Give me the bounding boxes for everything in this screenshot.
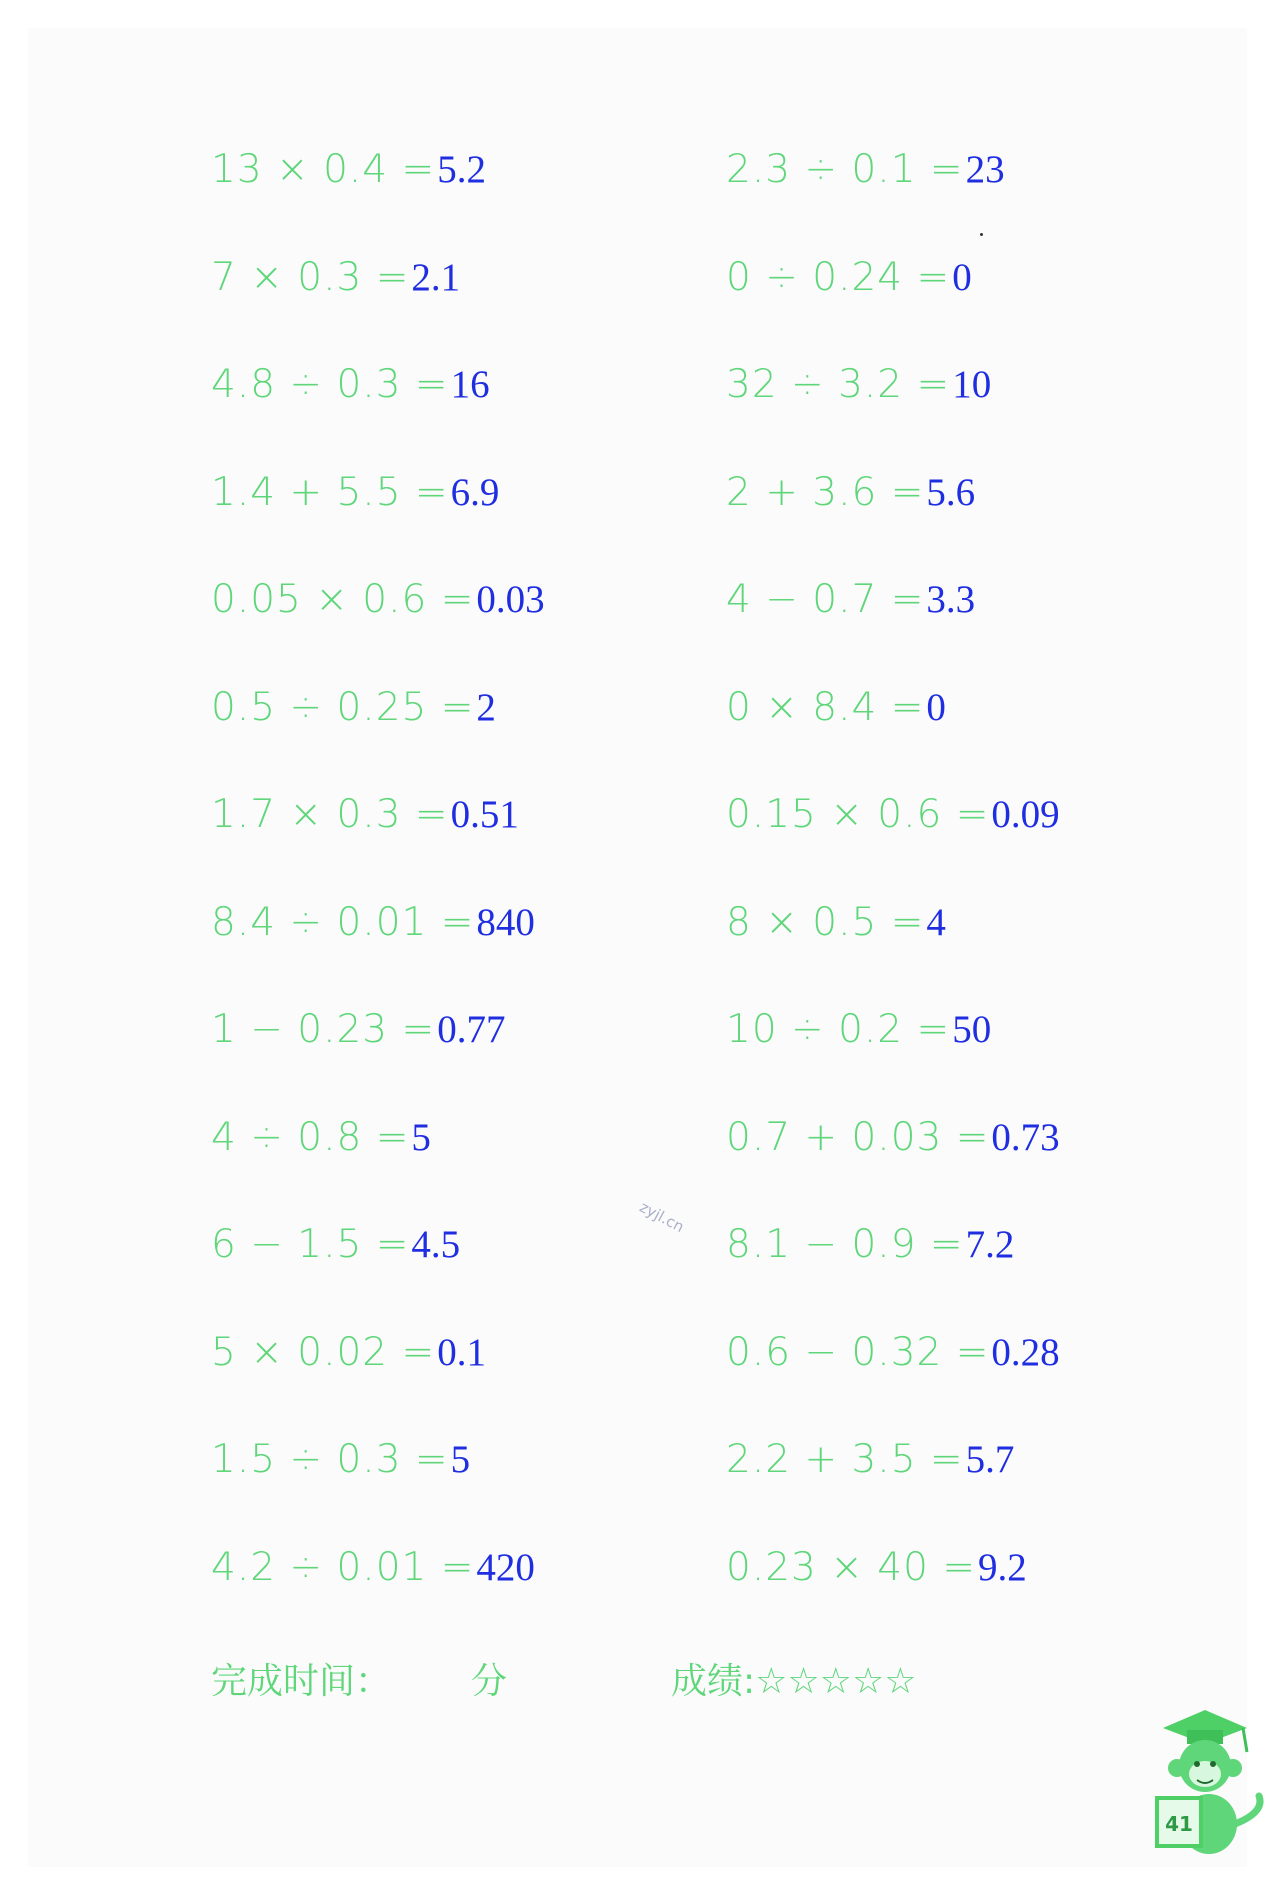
problem-row: [726, 192, 1060, 300]
handwritten-answer: 0.51: [450, 793, 519, 836]
handwritten-answer: 10: [952, 363, 992, 406]
problem-expression: 1.7 × 0.3 =: [211, 792, 449, 837]
problem-expression: 8 × 0.5 =: [726, 899, 925, 945]
handwritten-answer: 7.2: [965, 1223, 1015, 1266]
problem-expression: 10 ÷ 0.2 =: [726, 1007, 951, 1052]
handwritten-answer: 840: [476, 900, 535, 944]
problem-row: [726, 147, 1060, 192]
problem-expression: 13 × 0.4 =: [211, 147, 436, 192]
handwritten-answer: 0: [926, 685, 946, 729]
problem-row: [211, 1482, 545, 1590]
problem-row: [211, 407, 545, 515]
problem-expression: 6 − 1.5 =: [211, 1222, 410, 1267]
problem-row: [211, 1160, 545, 1268]
problem-row: [211, 515, 545, 623]
problem-row: [211, 730, 545, 838]
problem-row: [211, 622, 545, 730]
problem-expression: 0 ÷ 0.24 =: [726, 254, 951, 300]
monkey-eye-right: [1210, 1761, 1216, 1767]
problem-row: [726, 1052, 1060, 1160]
problem-row: [211, 1052, 545, 1160]
problem-expression: 7 × 0.3 =: [211, 254, 410, 300]
handwritten-answer: 50: [952, 1008, 992, 1051]
problem-expression: 8.1 − 0.9 =: [726, 1222, 964, 1267]
right-problem-column: [726, 147, 1060, 1590]
problem-expression: 4.2 ÷ 0.01 =: [211, 1544, 475, 1590]
problem-row: [211, 945, 545, 1053]
monkey-tail: [1235, 1796, 1260, 1824]
problem-row: [726, 1267, 1060, 1375]
problem-expression: 2.3 ÷ 0.1 =: [726, 147, 964, 192]
page-number: 41: [1165, 1812, 1193, 1836]
problem-expression: 0 × 8.4 =: [726, 684, 925, 730]
handwritten-answer: 0.73: [991, 1115, 1060, 1159]
handwritten-answer: 5.2: [437, 148, 486, 191]
problem-row: [211, 300, 545, 408]
problem-row: [726, 730, 1060, 838]
problem-row: [211, 1375, 545, 1483]
worksheet-page: [28, 28, 1247, 1867]
problem-expression: 1 − 0.23 =: [211, 1007, 436, 1052]
score-label: 成绩:☆☆☆☆☆: [671, 1661, 917, 1702]
handwritten-answer: 0.1: [437, 1330, 486, 1374]
handwritten-answer: 0.03: [476, 578, 545, 621]
handwritten-answer: 6.9: [450, 470, 500, 514]
handwritten-answer: 23: [965, 148, 1005, 191]
monkey-ear-left: [1168, 1759, 1186, 1777]
handwritten-answer: 5.7: [965, 1438, 1015, 1481]
problem-row: [726, 1482, 1060, 1590]
problem-expression: 1.5 ÷ 0.3 =: [211, 1437, 449, 1482]
problem-row: [726, 407, 1060, 515]
problem-row: [211, 837, 545, 945]
problem-row: [726, 1375, 1060, 1483]
minute-label: 分: [471, 1661, 508, 1702]
handwritten-answer: 0: [952, 255, 972, 299]
problem-expression: 0.5 ÷ 0.25 =: [211, 684, 475, 730]
handwritten-answer: 420: [476, 1545, 535, 1589]
left-problem-column: [211, 147, 545, 1590]
problem-row: [726, 300, 1060, 408]
handwritten-answer: 4: [926, 900, 946, 944]
handwritten-answer: 9.2: [978, 1545, 1027, 1589]
problem-expression: 0.15 × 0.6 =: [726, 792, 990, 837]
problem-expression: 2 + 3.6 =: [726, 469, 925, 515]
problem-row: [726, 837, 1060, 945]
problem-row: [726, 622, 1060, 730]
problem-expression: 0.7 + 0.03 =: [726, 1114, 990, 1160]
problem-expression: 4 − 0.7 =: [726, 577, 925, 622]
handwritten-answer: 2.1: [411, 255, 461, 299]
problem-expression: 32 ÷ 3.2 =: [726, 362, 951, 407]
handwritten-answer: 0.77: [437, 1008, 506, 1051]
problem-row: [726, 515, 1060, 623]
cap-tassel: [1243, 1728, 1247, 1752]
handwritten-answer: 16: [450, 363, 490, 406]
problem-row: [211, 1267, 545, 1375]
completion-time-label: 完成时间：: [211, 1661, 392, 1702]
problem-expression: 8.4 ÷ 0.01 =: [211, 899, 475, 945]
problem-expression: 0.05 × 0.6 =: [211, 577, 475, 622]
handwritten-answer: 5: [411, 1115, 431, 1159]
problem-row: [726, 1160, 1060, 1268]
problem-expression: 0.6 − 0.32 =: [726, 1329, 990, 1375]
problem-row: [211, 192, 545, 300]
handwritten-answer: 4.5: [411, 1223, 461, 1266]
problem-expression: 2.2 + 3.5 =: [726, 1437, 964, 1482]
problem-expression: 4 ÷ 0.8 =: [211, 1114, 410, 1160]
handwritten-answer: 2: [476, 685, 496, 729]
handwritten-answer: 0.28: [991, 1330, 1060, 1374]
monkey-mascot-icon: [1143, 1700, 1273, 1860]
problem-row: [211, 147, 545, 192]
problem-expression: 5 × 0.02 =: [211, 1329, 436, 1375]
monkey-eye-left: [1194, 1761, 1200, 1767]
problem-row: [726, 945, 1060, 1053]
handwritten-answer: 3.3: [926, 578, 976, 621]
monkey-ear-right: [1224, 1759, 1242, 1777]
problem-expression: 4.8 ÷ 0.3 =: [211, 362, 449, 407]
problem-expression: 0.23 × 40 =: [726, 1544, 977, 1590]
handwritten-answer: 5: [450, 1438, 471, 1481]
handwritten-answer: 5.6: [926, 470, 976, 514]
problem-expression: 1.4 + 5.5 =: [211, 469, 449, 515]
watermark: zyjl.cn: [636, 1197, 688, 1237]
handwritten-answer: 0.09: [991, 793, 1060, 836]
